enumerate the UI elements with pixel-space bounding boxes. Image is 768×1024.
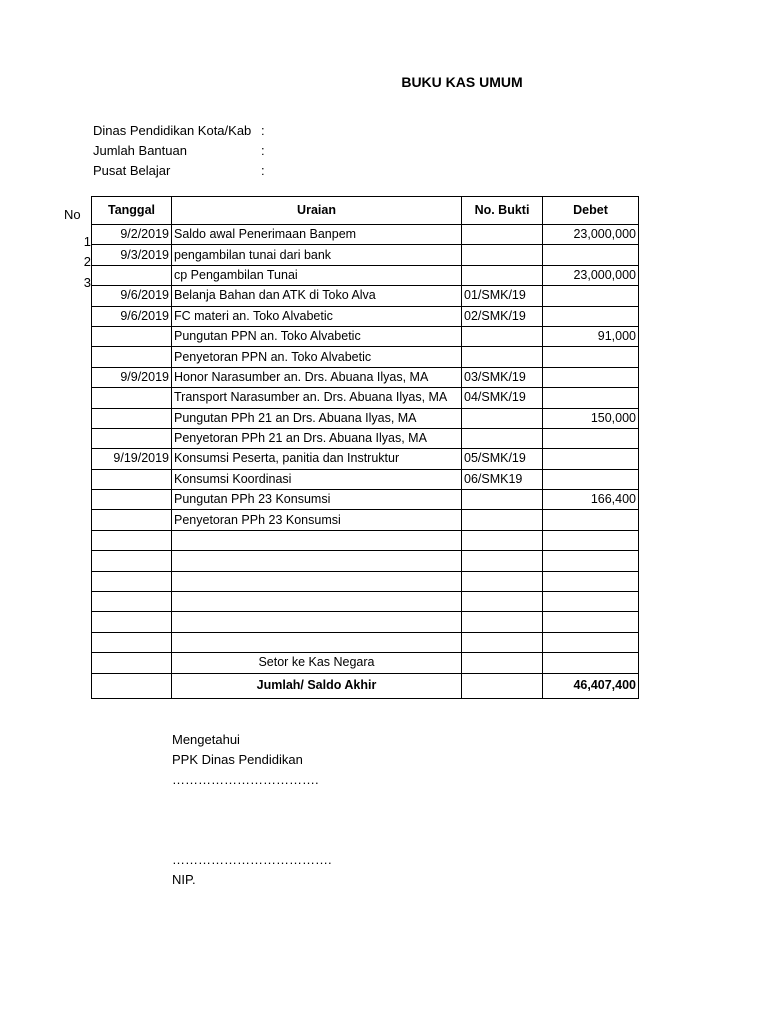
table-row [92, 347, 639, 367]
cell-bukti [462, 408, 543, 428]
cell-uraian [172, 592, 462, 612]
table-header-row [92, 197, 639, 225]
cell-debet [543, 428, 639, 448]
cell-uraian: Honor Narasumber an. Drs. Abuana Ilyas, MA [172, 367, 462, 387]
cell-bukti: 03/SMK/19 [462, 367, 543, 387]
cell-bukti: 02/SMK/19 [462, 306, 543, 326]
cell-bukti [462, 612, 543, 632]
cell-bukti [462, 428, 543, 448]
cell-bukti [462, 592, 543, 612]
cell-date [92, 632, 172, 652]
page-title: BUKU KAS UMUM [401, 74, 523, 90]
cell-debet [543, 632, 639, 652]
cell-debet [543, 612, 639, 632]
header-uraian: Uraian [172, 197, 462, 225]
cell-bukti [462, 347, 543, 367]
setor-row [92, 653, 639, 673]
cell-bukti [462, 326, 543, 346]
cell-date [92, 551, 172, 571]
cell-bukti [462, 490, 543, 510]
cell-uraian [172, 612, 462, 632]
table-row [92, 286, 639, 306]
cell-bukti [462, 245, 543, 265]
meta-colon: : [261, 122, 265, 138]
ledger-body [92, 225, 639, 653]
cell-date [92, 347, 172, 367]
cell-uraian: Transport Narasumber an. Drs. Abuana Ilyas, MA [172, 388, 462, 408]
cell-date [92, 673, 172, 698]
header-no-bukti: No. Bukti [462, 197, 543, 225]
cell-debet [543, 469, 639, 489]
cell-debet [543, 306, 639, 326]
table-row [92, 551, 639, 571]
cell-bukti: 01/SMK/19 [462, 286, 543, 306]
row-number: 3 [83, 274, 91, 290]
row-number-column [0, 232, 91, 293]
cell-date [92, 408, 172, 428]
header-meta [93, 120, 273, 180]
cell-uraian: Penyetoran PPh 21 an Drs. Abuana Ilyas, MA [172, 428, 462, 448]
cell-uraian: Pungutan PPh 23 Konsumsi [172, 490, 462, 510]
cell-debet [543, 510, 639, 530]
cell-date [92, 490, 172, 510]
table-row [92, 571, 639, 591]
cell-debet [543, 367, 639, 387]
table-row [92, 367, 639, 387]
cell-debet [543, 286, 639, 306]
cell-bukti: 05/SMK/19 [462, 449, 543, 469]
cell-uraian: cp Pengambilan Tunai [172, 265, 462, 285]
table-row [92, 510, 639, 530]
total-label: Jumlah/ Saldo Akhir [172, 673, 462, 698]
cell-uraian [172, 530, 462, 550]
cell-date [92, 388, 172, 408]
meta-row-dinas [93, 120, 273, 140]
cell-date: 9/6/2019 [92, 306, 172, 326]
cell-debet [543, 388, 639, 408]
table-row [92, 632, 639, 652]
cell-date: 9/19/2019 [92, 449, 172, 469]
table-row [92, 388, 639, 408]
cell-uraian: Konsumsi Koordinasi [172, 469, 462, 489]
cell-bukti [462, 653, 543, 673]
meta-row-pusat-belajar [93, 160, 273, 180]
cell-uraian: FC materi an. Toko Alvabetic [172, 306, 462, 326]
total-value: 46,407,400 [543, 673, 639, 698]
cell-date [92, 612, 172, 632]
meta-row-jumlah-bantuan [93, 140, 273, 160]
no-column-header: No [64, 207, 81, 222]
cell-bukti [462, 551, 543, 571]
row-number: 2 [83, 254, 91, 270]
table-row [92, 306, 639, 326]
cell-date [92, 510, 172, 530]
sign-dots-bottom: ………………………………. [172, 852, 332, 867]
cell-uraian: Belanja Bahan dan ATK di Toko Alva [172, 286, 462, 306]
cell-uraian: Saldo awal Penerimaan Banpem [172, 225, 462, 245]
table-row [92, 530, 639, 550]
sign-mengetahui: Mengetahui [172, 732, 240, 747]
cell-bukti [462, 510, 543, 530]
cell-debet [543, 571, 639, 591]
cell-debet: 23,000,000 [543, 265, 639, 285]
cell-bukti: 04/SMK/19 [462, 388, 543, 408]
cell-date: 9/6/2019 [92, 286, 172, 306]
ledger-table [91, 196, 639, 699]
cell-date [92, 326, 172, 346]
cell-date: 9/2/2019 [92, 225, 172, 245]
cell-uraian: Penyetoran PPh 23 Konsumsi [172, 510, 462, 530]
cell-debet: 23,000,000 [543, 225, 639, 245]
table-row [92, 265, 639, 285]
table-row [92, 469, 639, 489]
table-row [92, 490, 639, 510]
cell-debet [543, 592, 639, 612]
cell-debet [543, 245, 639, 265]
cell-bukti [462, 673, 543, 698]
cell-bukti [462, 530, 543, 550]
cell-debet: 150,000 [543, 408, 639, 428]
meta-colon: : [261, 142, 265, 158]
cell-date [92, 265, 172, 285]
cell-date [92, 653, 172, 673]
cell-bukti: 06/SMK19 [462, 469, 543, 489]
cell-debet [543, 551, 639, 571]
meta-label: Dinas Pendidikan Kota/Kab [93, 122, 252, 138]
cell-debet [543, 449, 639, 469]
cell-bukti [462, 225, 543, 245]
cell-date [92, 571, 172, 591]
sign-nip: NIP. [172, 872, 196, 887]
cell-date: 9/3/2019 [92, 245, 172, 265]
cell-uraian: pengambilan tunai dari bank [172, 245, 462, 265]
header-debet: Debet [543, 197, 639, 225]
cell-uraian [172, 551, 462, 571]
sign-dots-top: ……………………………. [172, 772, 319, 787]
row-number: 1 [83, 234, 91, 249]
cell-uraian: Pungutan PPN an. Toko Alvabetic [172, 326, 462, 346]
signature-block [172, 730, 332, 890]
total-row [92, 673, 639, 698]
meta-label: Jumlah Bantuan [93, 142, 187, 158]
cell-uraian: Pungutan PPh 21 an Drs. Abuana Ilyas, MA [172, 408, 462, 428]
table-row [92, 225, 639, 245]
signature-space [172, 790, 332, 850]
cell-date [92, 530, 172, 550]
cell-bukti [462, 265, 543, 285]
cell-date [92, 428, 172, 448]
header-tanggal: Tanggal [92, 197, 172, 225]
meta-label: Pusat Belajar [93, 162, 171, 178]
cell-uraian: Penyetoran PPN an. Toko Alvabetic [172, 347, 462, 367]
cell-uraian [172, 571, 462, 591]
cell-uraian: Konsumsi Peserta, panitia dan Instruktur [172, 449, 462, 469]
cell-debet [543, 530, 639, 550]
cell-date [92, 469, 172, 489]
table-row [92, 612, 639, 632]
table-row [92, 592, 639, 612]
table-row [92, 326, 639, 346]
table-row [92, 245, 639, 265]
cell-debet: 91,000 [543, 326, 639, 346]
cell-bukti [462, 571, 543, 591]
table-row [92, 449, 639, 469]
cell-date [92, 592, 172, 612]
cell-debet [543, 653, 639, 673]
table-row [92, 428, 639, 448]
cell-debet [543, 347, 639, 367]
table-row [92, 408, 639, 428]
cell-date: 9/9/2019 [92, 367, 172, 387]
setor-label: Setor ke Kas Negara [172, 653, 462, 673]
cell-debet: 166,400 [543, 490, 639, 510]
cell-bukti [462, 632, 543, 652]
cell-uraian [172, 632, 462, 652]
sign-ppk: PPK Dinas Pendidikan [172, 752, 303, 767]
meta-colon: : [261, 162, 265, 178]
